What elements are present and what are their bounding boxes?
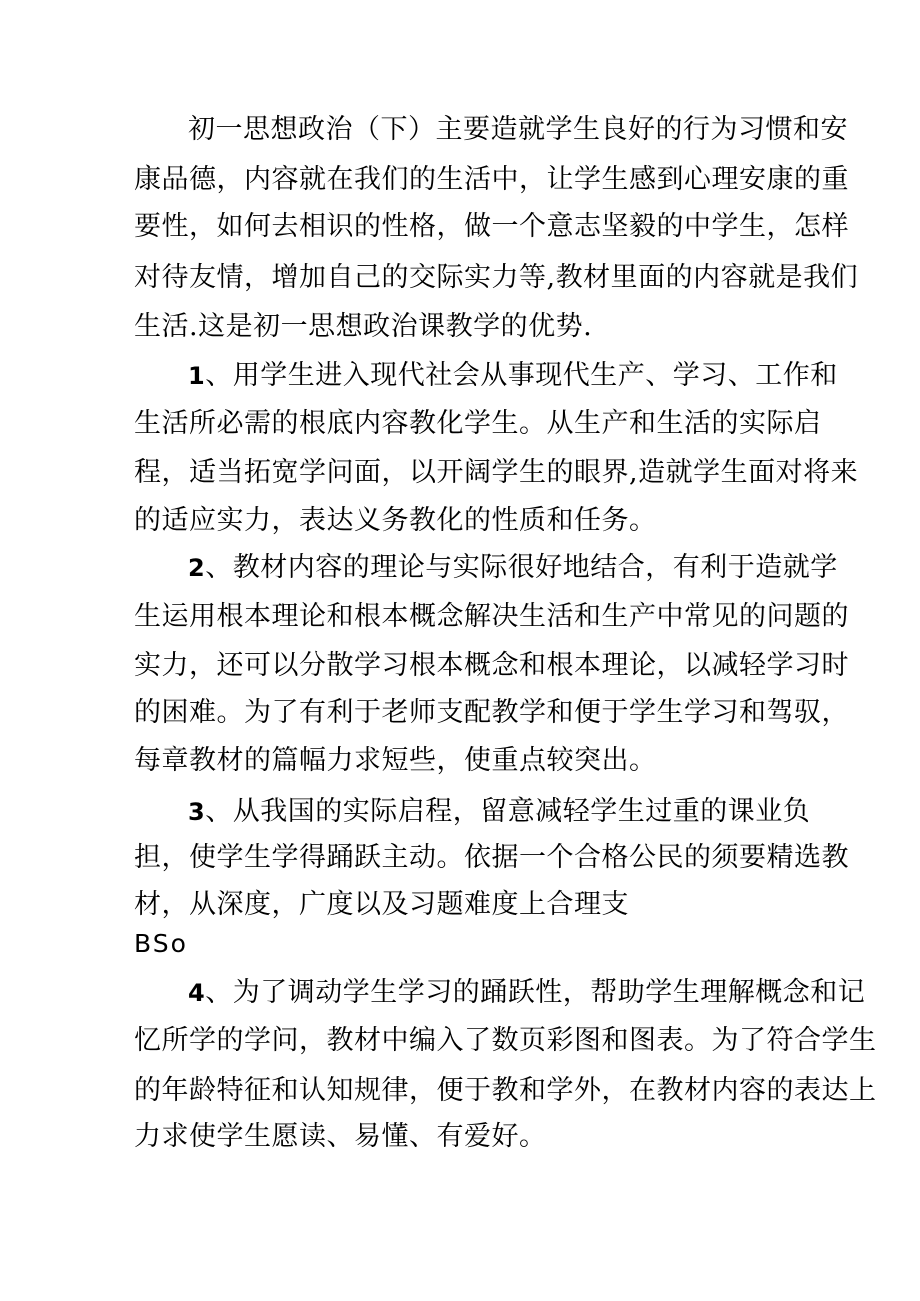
text-line: 初一思想政治（下）主要造就学生良好的行为习惯和安 bbox=[188, 114, 848, 145]
text-line: 的年龄特征和认知规律，便于教和学外，在教材内容的表达上 bbox=[134, 1075, 877, 1106]
item-number: 4 bbox=[188, 979, 206, 1007]
text-line: 每章教材的篇幅力求短些，使重点较突出。 bbox=[134, 745, 657, 776]
item-number: 1 bbox=[188, 362, 206, 390]
text-line: 3、从我国的实际启程，留意减轻学生过重的课业负 bbox=[188, 796, 811, 827]
text-line: 程，适当拓宽学问面，以开阔学生的眼界,造就学生面对将来 bbox=[134, 457, 859, 488]
text-line: 忆所学的学问，教材中编入了数页彩图和图表。为了符合学生 bbox=[134, 1025, 877, 1056]
item-number: 2 bbox=[188, 554, 206, 582]
text-line: 生运用根本理论和根本概念解决生活和生产中常见的问题的 bbox=[134, 601, 849, 632]
text-line: 2、教材内容的理论与实际很好地结合，有利于造就学 bbox=[188, 552, 838, 583]
text-line: 对待友情，增加自己的交际实力等,教材里面的内容就是我们 bbox=[134, 262, 859, 293]
text-line: 4、为了调动学生学习的踊跃性，帮助学生理解概念和记 bbox=[188, 977, 866, 1008]
text-line: 康品德，内容就在我们的生活中，让学生感到心理安康的重 bbox=[134, 164, 849, 195]
text-line: 要性，如何去相识的性格，做一个意志坚毅的中学生，怎样 bbox=[134, 211, 849, 242]
text-line: 实力，还可以分散学习根本概念和根本理论，以减轻学习时 bbox=[134, 650, 849, 681]
text-line: 材，从深度，广度以及习题难度上合理支 bbox=[134, 889, 629, 920]
text-line: 的困难。为了有利于老师支配教学和便于学生学习和驾驭， bbox=[134, 697, 849, 728]
text-line: 的适应实力，表达义务教化的性质和任务。 bbox=[134, 505, 657, 536]
text-line: 生活.这是初一思想政治课教学的优势. bbox=[134, 311, 593, 342]
text-fragment: BSo bbox=[134, 929, 188, 958]
text-line: 生活所必需的根底内容教化学生。从生产和生活的实际启 bbox=[134, 408, 822, 439]
text-line: 担，使学生学得踊跃主动。依据一个合格公民的须要精选教 bbox=[134, 842, 849, 873]
item-number: 3 bbox=[188, 798, 206, 826]
text-line: 1、用学生进入现代社会从事现代生产、学习、工作和 bbox=[188, 360, 838, 391]
text-line: 力求使学生愿读、易懂、有爱好。 bbox=[134, 1121, 547, 1152]
